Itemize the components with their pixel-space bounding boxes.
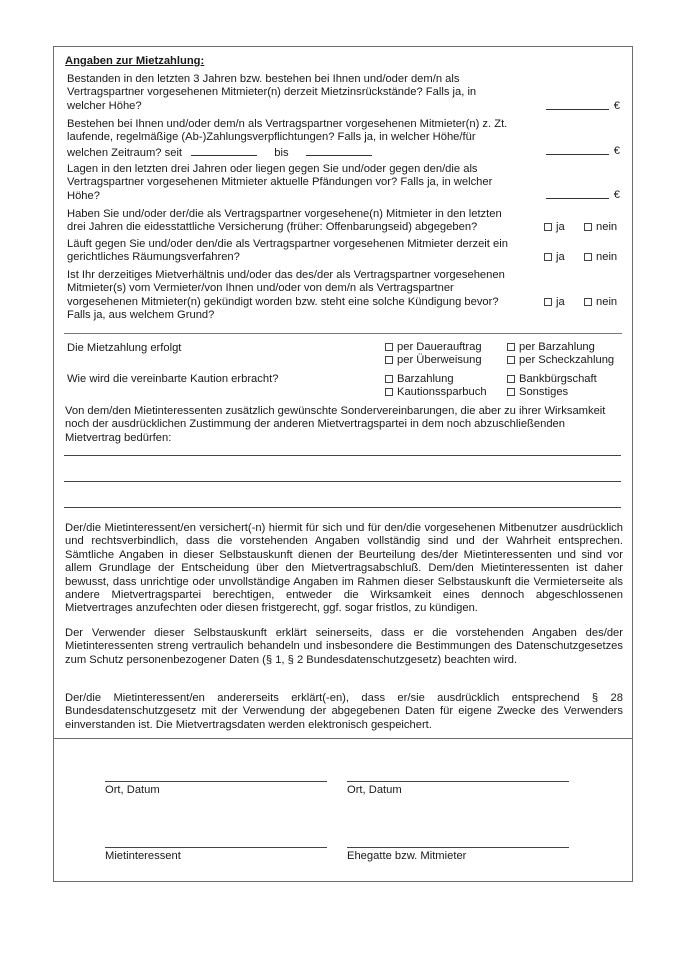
special-agreements-line-3[interactable]	[64, 507, 621, 508]
termination-reason-line[interactable]	[64, 333, 622, 334]
spouse-signature-field[interactable]	[347, 847, 569, 848]
termination-no-checkbox[interactable]	[584, 296, 617, 309]
checkbox-icon	[385, 356, 393, 364]
deposit-method-label: Wie wird die vereinbarte Kaution erbracht?	[67, 373, 279, 385]
declaration-consent: Der/die Mietinteressent/en andererseits erklärt(-en), dass er/sie ausdrücklich entsprechend § 28 Bundesdatenschutzgesetz mit der Verwendung der abgegebenen Daten für eigene Zwecke des Verwenders einverstanden ist. Die Mietvertragsdaten werden elektronisch gespeichert.	[65, 692, 623, 731]
checkbox-label: Kautionssparbuch	[397, 386, 487, 398]
tenant-signature-field[interactable]	[105, 847, 327, 848]
checkbox-icon	[507, 388, 515, 396]
checkbox-label: nein	[596, 296, 618, 308]
blank-line	[546, 153, 609, 155]
checkbox-label: ja	[556, 251, 565, 263]
section-heading: Angaben zur Mietzahlung:	[65, 55, 205, 67]
special-agreements-line-1[interactable]	[64, 455, 621, 456]
checkbox-icon	[584, 253, 592, 261]
checkbox-icon	[385, 388, 393, 396]
payment-transfer-checkbox[interactable]	[385, 354, 482, 367]
question-text: vorgesehenen Mitmieter(n) gekündigt worden bzw. steht eine solche Kündigung bevor?	[67, 295, 499, 308]
place-date-right-field[interactable]	[347, 781, 569, 782]
special-agreements-text	[65, 405, 623, 445]
termination-yes-checkbox[interactable]	[544, 296, 565, 309]
payment-cheque-checkbox[interactable]	[507, 354, 614, 367]
checkbox-icon	[584, 223, 592, 231]
blank-line	[546, 108, 609, 110]
checkbox-label: ja	[556, 296, 565, 308]
question-text: drei Jahren die eidesstattliche Versicherung (früher: Offenbarungseid) abgegeben?	[67, 221, 478, 234]
checkbox-label: Sonstiges	[519, 386, 569, 398]
checkbox-label: Barzahlung	[397, 373, 454, 385]
deposit-other-checkbox[interactable]	[507, 386, 568, 399]
question-text: laufende, regelmäßige (Ab-)Zahlungsverpflichtungen? Falls ja, in welcher Höhe/für	[67, 131, 476, 144]
period-since-label: welchen Zeitraum? seit	[67, 146, 183, 159]
checkbox-label: nein	[596, 221, 618, 233]
checkbox-icon	[544, 223, 552, 231]
declaration-tenant-truthfulness: Der/die Mietinteressent/en versichert(-n) hiermit für sich und für den/die vorgesehenen Mitbenutzer ausdrücklich und rechtsverbindlich, dass die vorstehenden Angaben vollständig sind und der Wahrheit entsprechen. Sämtliche Angaben in dieser Selbstauskunft dienen der Beurteilung des/der Mietinteressenten und sind vor allem Grundlage der Entscheidung über den Mietvertragsabschluß. Dem/den Mietinteressenten ist daher bewusst, dass unrichtige oder unvollständige Angaben im Rahmen dieser Selbstauskunft die Vermieterseite als andere Mietvertragspartei berechtigen, entweder die Wirksamkeit eines dennoch abgeschlossenen Mietvertrages anzufechten oder diesen fristgerecht, ggf. sogar fristlos, zu kündigen.	[65, 522, 623, 615]
question-text: Lagen in den letzten drei Jahren oder liegen gegen Sie und/oder gegen den/die als	[67, 163, 478, 175]
period-until-field[interactable]	[306, 145, 372, 156]
question-termination	[67, 269, 537, 323]
payment-standing-order-checkbox[interactable]	[385, 341, 482, 354]
place-date-right-label: Ort, Datum	[347, 784, 402, 796]
affidavit-no-checkbox[interactable]	[584, 221, 617, 234]
checkbox-label: per Dauerauftrag	[397, 341, 482, 353]
checkbox-icon	[507, 343, 515, 351]
question-text: Höhe?	[67, 189, 100, 202]
question-affidavit	[67, 208, 537, 235]
affidavit-yes-checkbox[interactable]	[544, 221, 565, 234]
period-row	[67, 145, 537, 160]
checkbox-icon	[584, 298, 592, 306]
checkbox-icon	[385, 343, 393, 351]
deposit-savings-book-checkbox[interactable]	[385, 386, 487, 399]
payment-method-label: Die Mietzahlung erfolgt	[67, 342, 182, 354]
spouse-signature-label: Ehegatte bzw. Mitmieter	[347, 850, 467, 862]
checkbox-icon	[385, 375, 393, 383]
eviction-yes-checkbox[interactable]	[544, 251, 565, 264]
payment-obligations-amount-field[interactable]	[546, 144, 620, 158]
question-garnishments	[67, 163, 537, 203]
checkbox-icon	[507, 356, 515, 364]
checkbox-icon	[544, 253, 552, 261]
paragraph-line: noch der ausdrücklichen Zustimmung der anderen Mietvertragspartei in dem noch abzuschließenden	[65, 418, 565, 431]
checkbox-label: per Barzahlung	[519, 341, 595, 353]
rent-arrears-amount-field[interactable]	[546, 99, 620, 113]
signature-section-divider	[53, 738, 633, 739]
period-until-label: bis	[274, 146, 289, 159]
question-eviction	[67, 238, 537, 265]
question-text: welcher Höhe?	[67, 99, 142, 112]
euro-sign: €	[613, 188, 620, 201]
period-since-field[interactable]	[191, 145, 257, 156]
declaration-data-protection: Der Verwender dieser Selbstauskunft erklärt seinerseits, dass er die vorstehenden Angaben des/der Mietinteressenten streng vertraulich behandeln und insbesondere die Bestimmungen des Datenschutzgesetzes zum Schutz personenbezogener Daten (§ 1, § 2 Bundesdatenschutzgesetz) beachten wird.	[65, 627, 623, 666]
question-text: Ist Ihr derzeitiges Mietverhältnis und/oder das des/der als Vertragspartner vorgesehenen	[67, 269, 505, 281]
question-text: gerichtliches Räumungsverfahren?	[67, 251, 240, 264]
checkbox-label: Bankbürgschaft	[519, 373, 597, 385]
deposit-bank-guarantee-checkbox[interactable]	[507, 373, 597, 386]
question-text: Falls ja, aus welchem Grund?	[67, 309, 215, 322]
checkbox-label: nein	[596, 251, 618, 263]
question-text: Vertragspartner vorgesehenen Mitmieter(n) derzeit Mietzinsrückstände? Falls ja, in	[67, 86, 477, 99]
question-text: Haben Sie und/oder der/die als Vertragspartner vorgesehene(n) Mitmieter in den letzten	[67, 208, 502, 220]
eviction-no-checkbox[interactable]	[584, 251, 617, 264]
question-text: Bestehen bei Ihnen und/oder dem/n als Vertragspartner vorgesehenen Mitmieter(n) z. Zt.	[67, 118, 508, 130]
question-rent-arrears	[67, 73, 537, 113]
special-agreements-line-2[interactable]	[64, 481, 621, 482]
place-date-left-field[interactable]	[105, 781, 327, 782]
deposit-cash-checkbox[interactable]	[385, 373, 454, 386]
question-text: Mitmieter(s) vom Vermieter/von Ihnen und/oder von dem/n als Vertragspartner	[67, 282, 454, 295]
blank-line	[546, 197, 609, 199]
question-text: Bestanden in den letzten 3 Jahren bzw. bestehen bei Ihnen und/oder dem/n als	[67, 73, 460, 85]
paragraph-line: Von dem/den Mietinteressenten zusätzlich gewünschte Sondervereinbarungen, die aber zu ihrer Wirksamkeit	[65, 405, 606, 417]
place-date-left-label: Ort, Datum	[105, 784, 160, 796]
paragraph-line: Mietvertrag bedürfen:	[65, 431, 172, 444]
checkbox-icon	[544, 298, 552, 306]
checkbox-label: per Scheckzahlung	[519, 354, 615, 366]
checkbox-label: ja	[556, 221, 565, 233]
euro-sign: €	[613, 144, 620, 157]
garnishments-amount-field[interactable]	[546, 188, 620, 202]
question-payment-obligations	[67, 118, 537, 160]
checkbox-label: per Überweisung	[397, 354, 482, 366]
question-text: Läuft gegen Sie und/oder den/die als Vertragspartner vorgesehenen Mitmieter derzeit ein	[67, 238, 508, 250]
euro-sign: €	[613, 99, 620, 112]
payment-cash-checkbox[interactable]	[507, 341, 595, 354]
tenant-signature-label: Mietinteressent	[105, 850, 181, 862]
question-text: Vertragspartner vorgesehenen Mitmieter aktuelle Pfändungen vor? Falls ja, in welcher	[67, 176, 493, 189]
checkbox-icon	[507, 375, 515, 383]
